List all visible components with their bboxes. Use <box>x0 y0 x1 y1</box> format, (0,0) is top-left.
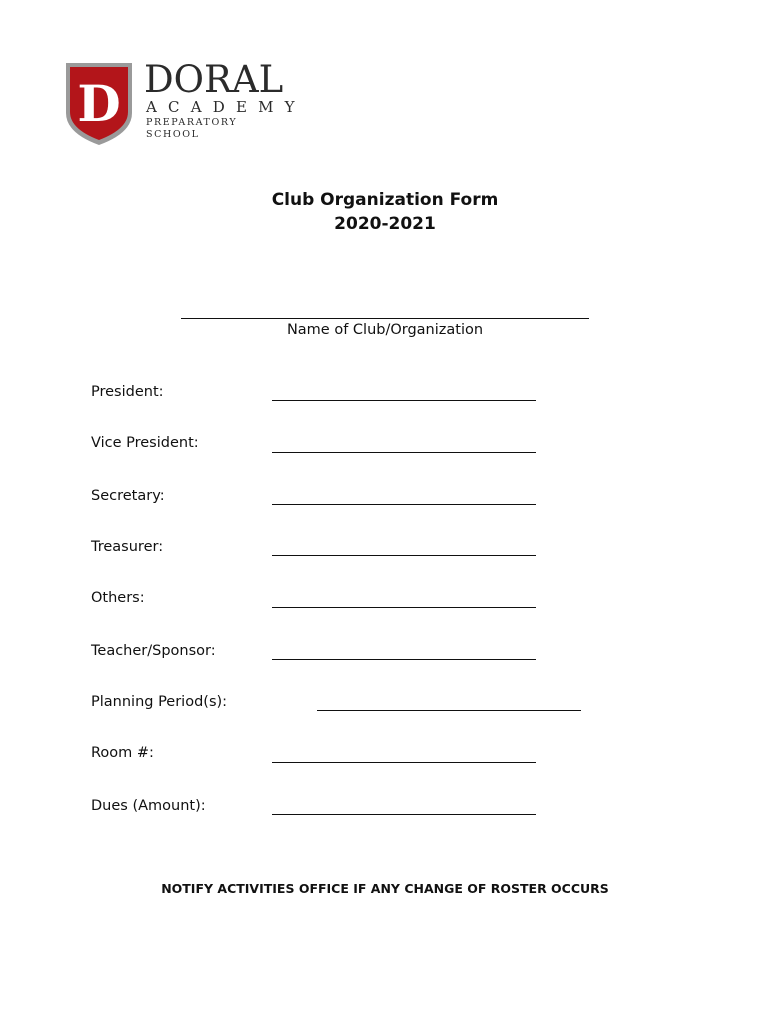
others-field[interactable] <box>272 607 536 608</box>
teacher-sponsor-field[interactable] <box>272 659 536 660</box>
logo-name: DORAL <box>144 58 284 101</box>
roster-notice: NOTIFY ACTIVITIES OFFICE IF ANY CHANGE OF ROSTER OCCURS <box>161 881 609 896</box>
president-label: President: <box>91 384 164 400</box>
secretary-label: Secretary: <box>91 488 165 504</box>
planning-period-field[interactable] <box>317 710 581 711</box>
logo-academy: ACADEMY <box>146 98 306 116</box>
secretary-field[interactable] <box>272 504 536 505</box>
room-field[interactable] <box>272 762 536 763</box>
form-title: Club Organization Form <box>271 190 499 210</box>
doral-academy-logo <box>64 58 306 147</box>
treasurer-label: Treasurer: <box>91 539 164 555</box>
logo-school: PREPARATORY SCHOOL <box>146 117 238 140</box>
shield-letter: D <box>77 74 121 133</box>
treasurer-field[interactable] <box>272 555 536 556</box>
club-name-label: Name of Club/Organization <box>286 322 484 338</box>
club-name-field[interactable] <box>181 318 589 319</box>
planning-period-label: Planning Period(s): <box>91 694 228 710</box>
form-year: 2020-2021 <box>334 214 436 234</box>
shield-logo-icon <box>64 61 134 147</box>
teacher-sponsor-label: Teacher/Sponsor: <box>91 643 216 659</box>
dues-label: Dues (Amount): <box>91 798 206 814</box>
dues-field[interactable] <box>272 814 536 815</box>
president-field[interactable] <box>272 400 536 401</box>
others-label: Others: <box>91 590 145 606</box>
vice-president-field[interactable] <box>272 452 536 453</box>
room-label: Room #: <box>91 745 154 761</box>
vice-president-label: Vice President: <box>91 435 199 451</box>
